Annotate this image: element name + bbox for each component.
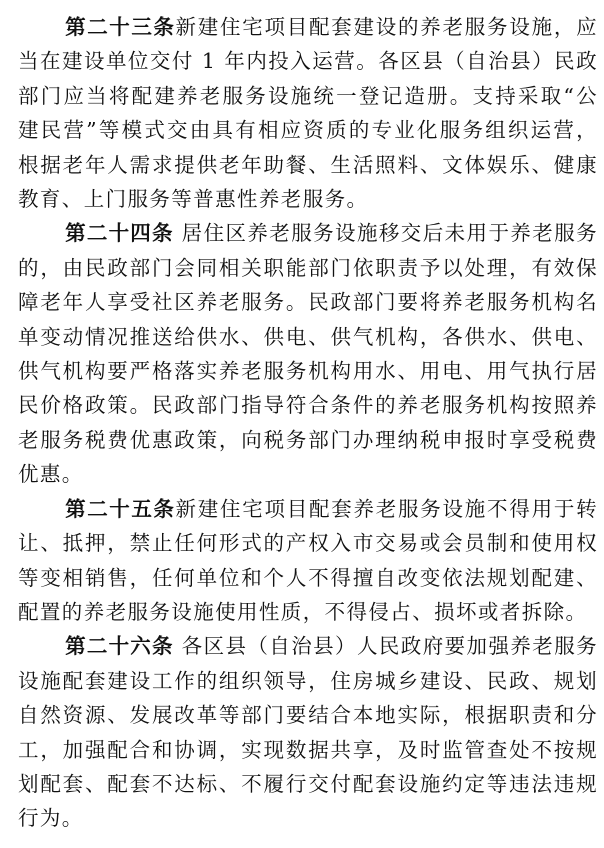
- article-26-text: 各区县（自治县）人民政府要加强养老服务设施配套建设工作的组织领导，住房城乡建设、民政、规划自然资源、发展改革等部门要结合本地实际，根据职责和分工，加强配合和协调，实现数据共享，及时监管查处不按规划配套、配套不达标、不履行交付配套设施约定等违法违规行为。: [18, 634, 599, 831]
- article-23-label: 第二十三条: [65, 15, 176, 39]
- article-24: [18, 216, 598, 491]
- article-23-text: 新建住宅项目配套建设的养老服务设施，应当在建设单位交付 1 年内投入运营。各区县（自治县）民政部门应当将配建养老服务设施统一登记造册。支持采取“公建民营”等模式交由具有相应资质的专业化服务组织运营，根据老年人需求提供老年助餐、生活照料、文体娱乐、健康教育、上门服务等普惠性养老服务。: [18, 15, 598, 212]
- article-24-text: 居住区养老服务设施移交后未用于养老服务的，由民政部门会同相关职能部门依职责予以处理，有效保障老年人享受社区养老服务。民政部门要将养老服务机构名单变动情况推送给供水、供电、供气机构，各供水、供电、供气机构要严格落实养老服务机构用水、用电、用气执行居民价格政策。民政部门指导符合条件的养老服务机构按照养老服务税费优惠政策，向税务部门办理纳税申报时享受税费优惠。: [18, 221, 599, 487]
- article-25-label: 第二十五条: [65, 496, 176, 521]
- article-25: [18, 492, 598, 630]
- article-26-label: 第二十六条: [65, 634, 174, 659]
- article-26: [18, 629, 598, 835]
- article-24-label: 第二十四条: [65, 221, 174, 246]
- article-23: [18, 10, 598, 216]
- article-25-text: 新建住宅项目配套养老服务设施不得用于转让、抵押，禁止任何形式的产权入市交易或会员制和使用权等变相销售，任何单位和个人不得擅自改变依法规划配建、配置的养老服务设施使用性质，不得侵占、损坏或者拆除。: [18, 496, 598, 624]
